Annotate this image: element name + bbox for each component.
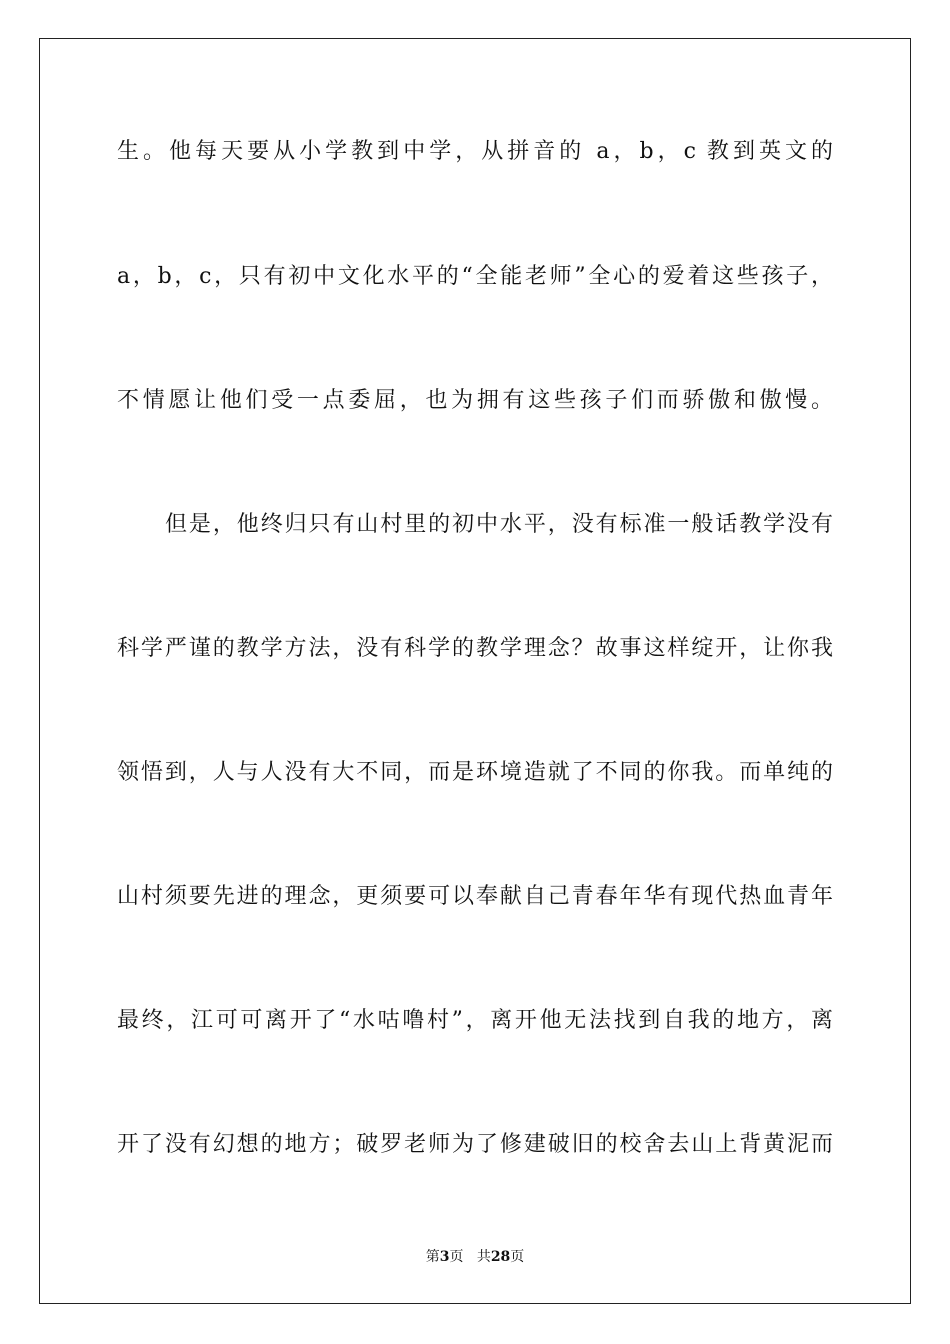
footer-total-prefix: 共	[476, 1249, 491, 1265]
body-line-5: 科学严谨的教学方法，没有科学的教学理念？故事这样绽开，让你我	[117, 636, 833, 661]
footer-total-suffix: 页	[510, 1249, 525, 1265]
footer-total-pages: 28	[490, 1249, 511, 1265]
body-line-3: 不情愿让他们受一点委屈，也为拥有这些孩子们而骄傲和傲慢。	[117, 388, 833, 413]
body-line-2: a，b，c，只有初中文化水平的“全能老师”全心的爱着这些孩子，	[117, 264, 833, 289]
body-line-6: 领悟到，人与人没有大不同，而是环境造就了不同的你我。而单纯的	[117, 760, 833, 785]
body-line-9: 开了没有幻想的地方；破罗老师为了修建破旧的校舍去山上背黄泥而	[117, 1132, 833, 1157]
body-line-1: 生。他每天要从小学教到中学，从拼音的 a，b，c 教到英文的	[117, 139, 833, 164]
body-line-7: 山村须要先进的理念，更须要可以奉献自己青春年华有现代热血青年	[117, 884, 833, 909]
footer-page-prefix: 第	[425, 1249, 440, 1265]
footer-page-number: 3	[439, 1249, 450, 1265]
footer-page-suffix: 页	[449, 1249, 464, 1265]
body-line-8: 最终，江可可离开了“水咕噜村”，离开他无法找到自我的地方，离	[117, 1008, 833, 1033]
page-footer	[0, 1248, 950, 1266]
body-line-4: 但是，他终归只有山村里的初中水平，没有标准一般话教学没有	[165, 512, 833, 537]
page-border	[39, 38, 911, 1304]
